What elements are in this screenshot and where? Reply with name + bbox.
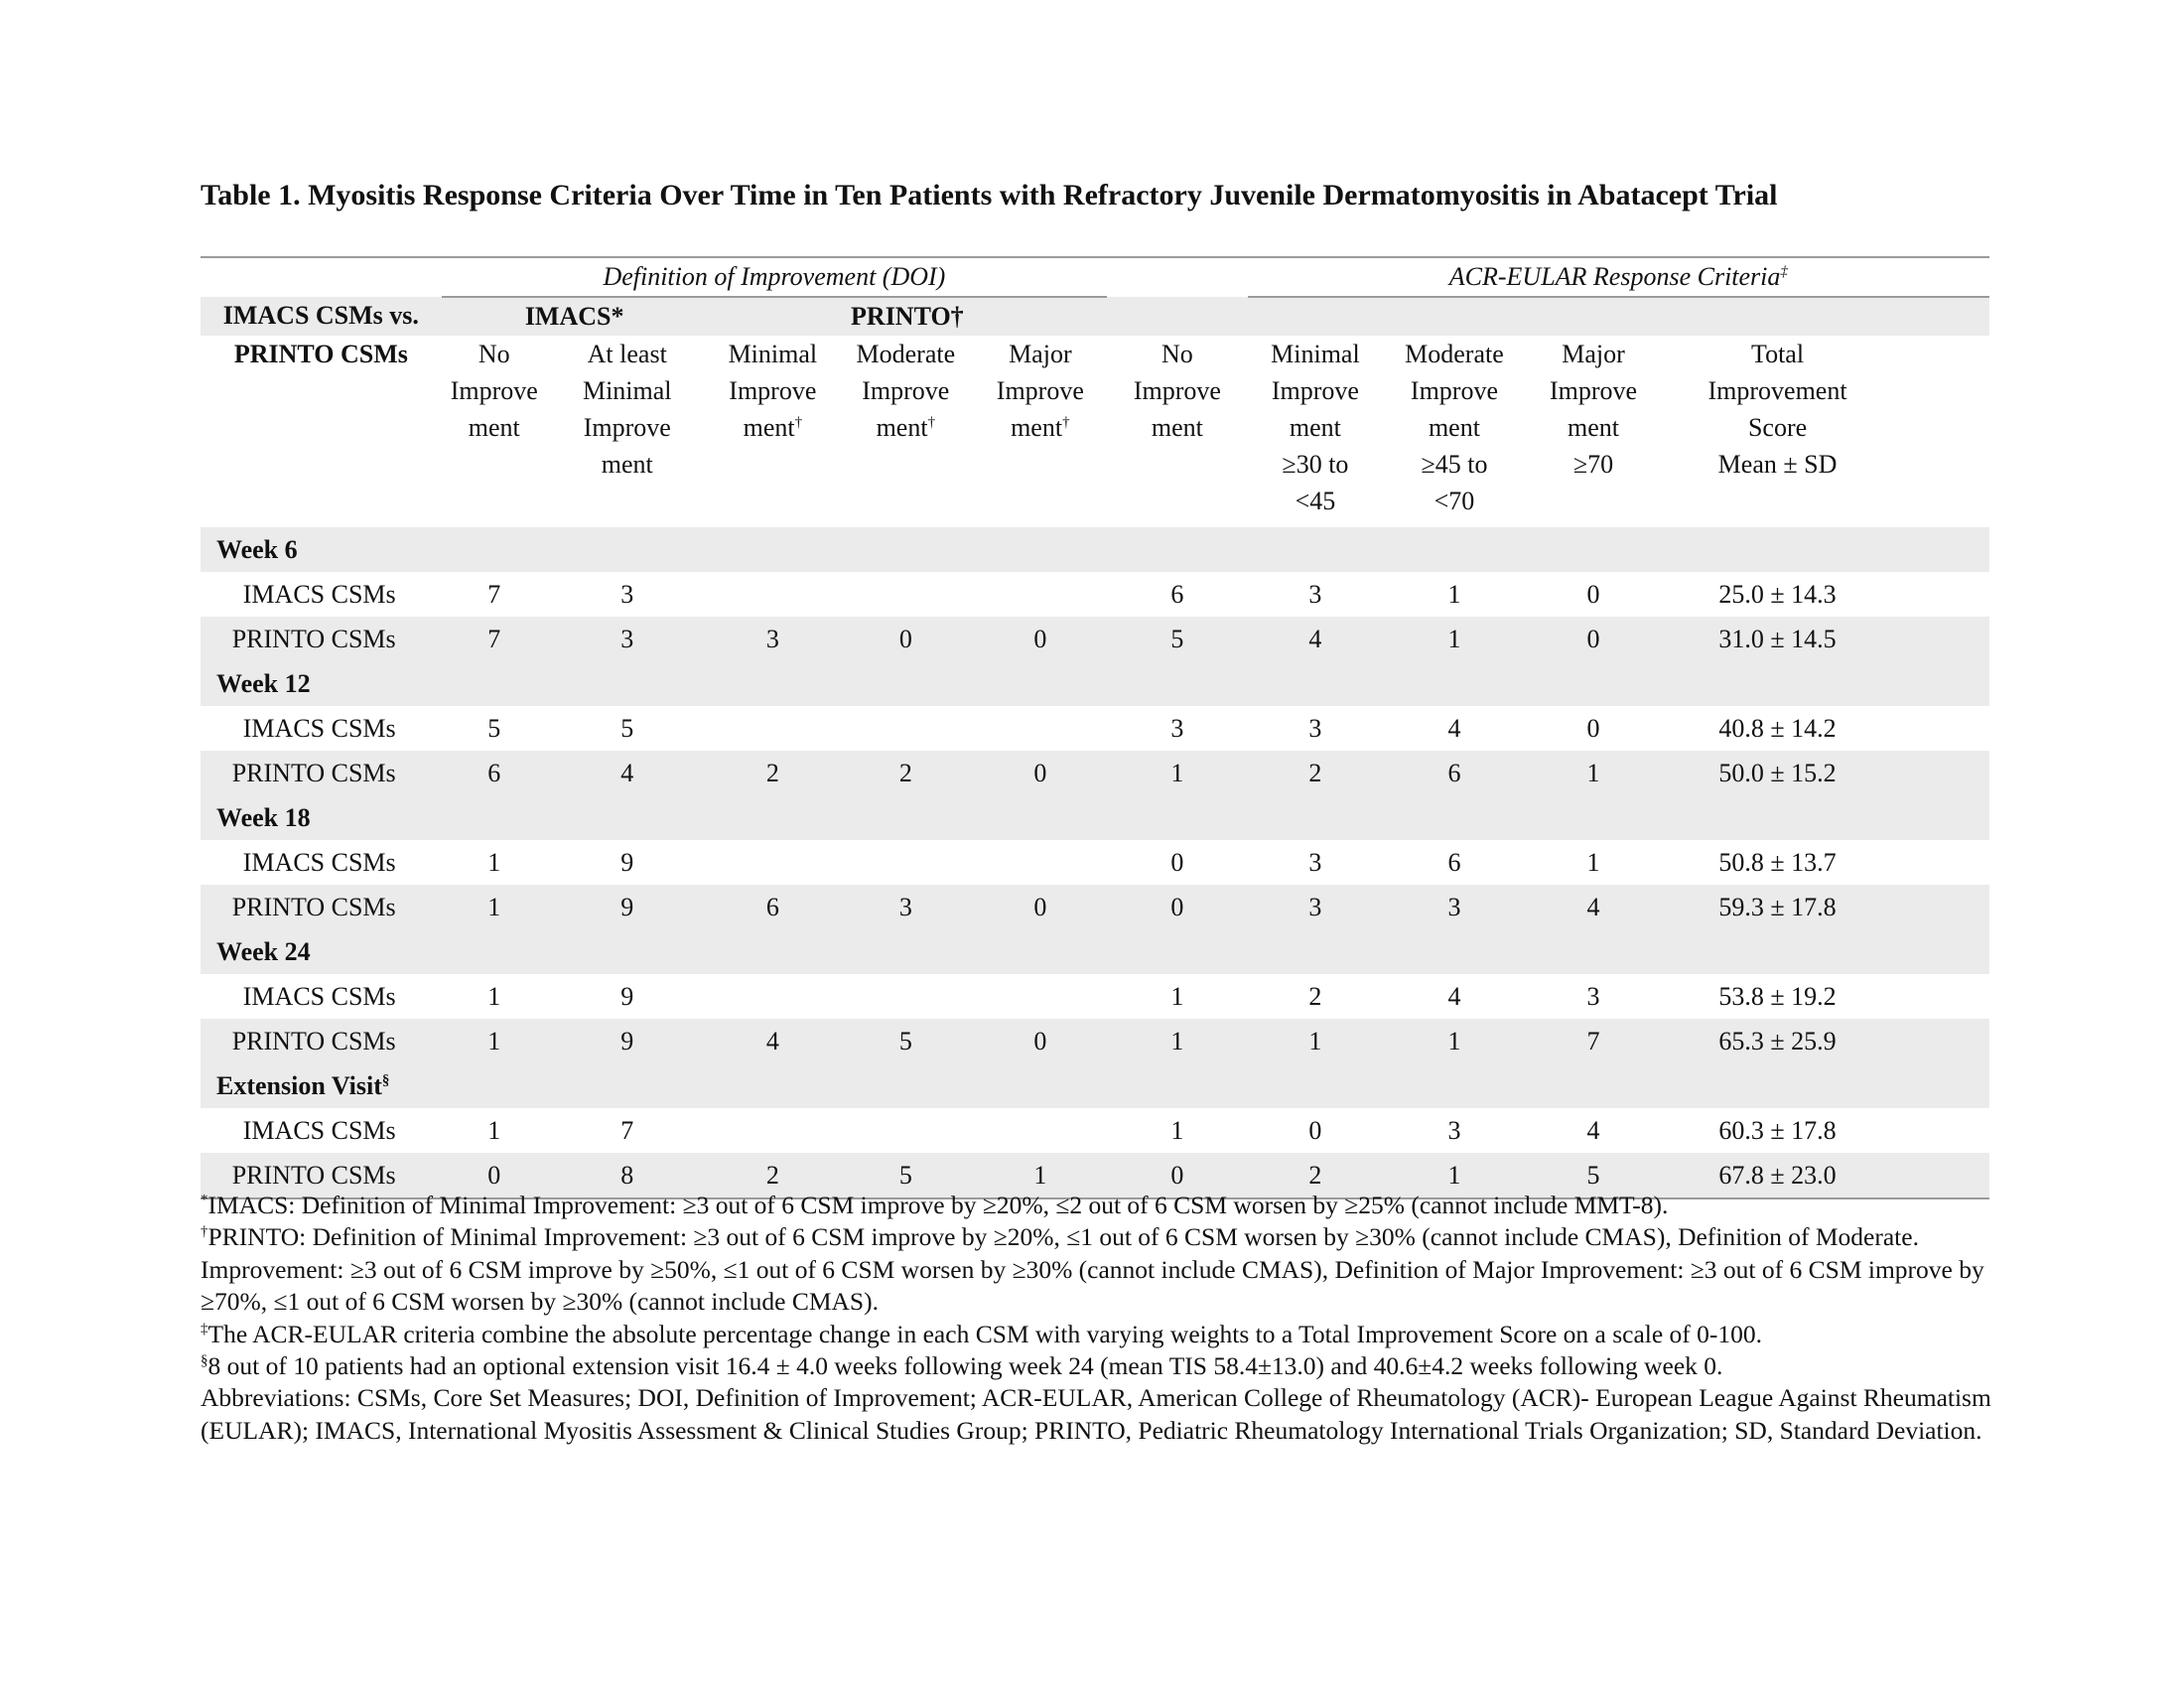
column-header-4 — [838, 336, 974, 527]
table-body — [201, 257, 1989, 1198]
column-header-line: Moderate — [856, 340, 956, 368]
table-cell: 4 — [1248, 617, 1384, 661]
column-header-line: Improvement — [1707, 376, 1847, 405]
table-cell: 50.8 ± 13.7 — [1718, 848, 1837, 877]
imacs-subheader: IMACS* — [442, 297, 708, 336]
table-cell: 7 — [620, 1116, 634, 1145]
table-row — [201, 974, 1989, 1019]
table-cell: 5 — [838, 1019, 974, 1063]
table-cell — [838, 1108, 974, 1153]
column-header-6 — [1107, 336, 1248, 527]
table-cell — [708, 974, 838, 1019]
column-header-line: Improve — [1133, 376, 1221, 405]
row-label: PRINTO CSMs — [201, 885, 442, 929]
section-row — [201, 795, 1989, 840]
table-cell: 1 — [1383, 617, 1526, 661]
column-header-line: Major — [1562, 340, 1625, 368]
footnote-mark: † — [201, 1223, 208, 1240]
table-cell — [974, 974, 1108, 1019]
table-row — [201, 840, 1989, 885]
section-label: Week 6 — [201, 527, 1989, 572]
column-header-5 — [974, 336, 1108, 527]
table-cell: 1 — [974, 1153, 1108, 1198]
table-cell: 2 — [1248, 1153, 1384, 1198]
column-header-1 — [442, 336, 547, 527]
table-row — [201, 1019, 1989, 1063]
column-header-line: ment — [1568, 413, 1619, 442]
table-cell: 0 — [974, 751, 1108, 795]
column-header-8 — [1383, 336, 1526, 527]
table-cell: 1 — [1383, 1153, 1526, 1198]
table-cell: 3 — [1586, 982, 1600, 1011]
row-label: PRINTO CSMs — [201, 617, 442, 661]
column-header-3 — [708, 336, 838, 527]
column-header-line: Mean ± SD — [1717, 450, 1838, 479]
row-label: PRINTO CSMs — [201, 1153, 442, 1198]
table-cell: 1 — [1170, 982, 1184, 1011]
table-cell: 25.0 ± 14.3 — [1718, 580, 1837, 609]
table-cell: 1 — [1170, 1116, 1184, 1145]
table-cell: 2 — [708, 751, 838, 795]
footnote-text: IMACS: Definition of Minimal Improvement: ≥3 out of 6 CSM improve by ≥20%, ≤2 out of 6 CSM worsen by ≥25% (cannot include MMT-8). — [207, 1191, 1669, 1219]
table-cell: 3 — [1170, 714, 1184, 743]
column-header-line: Improve — [450, 376, 538, 405]
section-row — [201, 929, 1989, 974]
table-cell: 60.3 ± 17.8 — [1718, 1116, 1837, 1145]
column-header-line: Improve — [583, 413, 671, 442]
acr-eular-group-header — [1248, 257, 1989, 297]
table-row — [201, 885, 1989, 929]
footnote-mark: § — [201, 1352, 208, 1369]
table-row — [201, 617, 1989, 661]
table-cell: 0 — [974, 1019, 1108, 1063]
table-cell: 6 — [442, 751, 547, 795]
column-header-row — [201, 336, 1989, 527]
footnote — [201, 1221, 2007, 1318]
table-cell: 1 — [487, 982, 501, 1011]
row-header-line2: PRINTO CSMs — [233, 340, 408, 368]
table-cell: 4 — [1447, 714, 1461, 743]
table-cell: 3 — [708, 617, 838, 661]
row-label: IMACS CSMs — [242, 1116, 396, 1145]
table-cell: 8 — [547, 1153, 708, 1198]
table-cell — [974, 840, 1108, 885]
column-header-2 — [547, 336, 708, 527]
table-row — [201, 572, 1989, 617]
column-header-line: <70 — [1433, 487, 1475, 515]
table-cell: 4 — [1586, 1116, 1600, 1145]
table-cell: 4 — [708, 1019, 838, 1063]
table-cell: 3 — [1308, 714, 1322, 743]
footnote — [201, 1190, 2007, 1221]
table-cell: 5 — [487, 714, 501, 743]
doi-group-header: Definition of Improvement (DOI) — [442, 257, 1107, 297]
column-header-line: ment† — [743, 413, 803, 442]
table-cell: 4 — [1447, 982, 1461, 1011]
column-header-line: ment — [468, 413, 520, 442]
table-cell: 1 — [1447, 580, 1461, 609]
table-cell: 6 — [708, 885, 838, 929]
table-cell: 6 — [1447, 848, 1461, 877]
footnote — [201, 1319, 2007, 1350]
footnotes — [201, 1190, 2007, 1447]
printo-subheader: PRINTO† — [708, 297, 1107, 336]
table-cell: 0 — [1170, 848, 1184, 877]
table-cell: 7 — [1526, 1019, 1662, 1063]
column-header-line: Score — [1747, 413, 1808, 442]
table-cell: 3 — [1447, 1116, 1461, 1145]
footnote-text: 8 out of 10 patients had an optional extension visit 16.4 ± 4.0 weeks following week 24 (mean TIS 58.4±13.0) and 40.6±4.2 weeks following week 0. — [207, 1351, 1723, 1381]
table-cell: 1 — [442, 885, 547, 929]
table-cell: 3 — [1308, 848, 1322, 877]
table-cell: 3 — [547, 617, 708, 661]
column-header-line: ment — [1289, 413, 1341, 442]
table-cell: 0 — [1308, 1116, 1322, 1145]
acr-eular-group-label: ACR-EULAR Response Criteria — [1448, 262, 1781, 291]
table-cell: 31.0 ± 14.5 — [1661, 617, 1894, 661]
table-cell — [838, 840, 974, 885]
table-title: Table 1. Myositis Response Criteria Over Time in Ten Patients with Refractory Juvenile Dermatomyositis in Abatacept Trial — [201, 179, 1778, 211]
footnote-text: PRINTO: Definition of Minimal Improvement: ≥3 out of 6 CSM improve by ≥20%, ≤1 out of 6 CSM worsen by ≥30% (cannot include CMAS), Definition of Moderate. Improvement: ≥3 out of 6 CSM improve by ≥50%, ≤1 out of 6 CSM worsen by ≥30% (cannot include CMAS), Definition of Major Improvement: ≥3 out of 6 CSM improve by ≥70%, ≤1 out of 6 CSM worsen by ≥30% (cannot include CMAS). — [201, 1222, 1984, 1317]
row-label: IMACS CSMs — [242, 714, 396, 743]
table-cell: 53.8 ± 19.2 — [1718, 982, 1837, 1011]
table-cell: 9 — [547, 1019, 708, 1063]
table-cell — [974, 572, 1108, 617]
row-label: IMACS CSMs — [242, 982, 396, 1011]
table-row — [201, 706, 1989, 751]
column-header-line: Improve — [996, 376, 1084, 405]
table-cell: 1 — [1526, 751, 1662, 795]
table-cell: 3 — [1308, 580, 1322, 609]
section-label: Extension Visit§ — [201, 1063, 1989, 1108]
table-cell: 65.3 ± 25.9 — [1661, 1019, 1894, 1063]
column-header-line: <45 — [1295, 487, 1336, 515]
table-cell: 0 — [442, 1153, 547, 1198]
table-cell: 1 — [1586, 848, 1600, 877]
table-cell: 9 — [547, 885, 708, 929]
table-cell: 3 — [620, 580, 634, 609]
table-cell: 2 — [1248, 751, 1384, 795]
row-label: PRINTO CSMs — [201, 1019, 442, 1063]
table-cell: 5 — [620, 714, 634, 743]
table-cell: 5 — [838, 1153, 974, 1198]
column-header-7 — [1248, 336, 1384, 527]
table-cell: 7 — [442, 617, 547, 661]
table-cell: 5 — [1107, 617, 1248, 661]
column-header-line: Minimal — [582, 376, 672, 405]
section-label: Week 24 — [201, 929, 1989, 974]
footnote-mark: * — [201, 1192, 208, 1208]
table-cell: 0 — [1586, 580, 1600, 609]
table-cell — [708, 706, 838, 751]
section-label: Week 18 — [201, 795, 1989, 840]
column-header-line: At least — [587, 340, 667, 368]
table-cell: 59.3 ± 17.8 — [1661, 885, 1894, 929]
column-header-line: No — [478, 340, 510, 368]
column-header-line: Moderate — [1405, 340, 1504, 368]
section-row — [201, 527, 1989, 572]
table-cell: 67.8 ± 23.0 — [1661, 1153, 1894, 1198]
response-criteria-table — [201, 256, 1989, 1199]
table-cell: 1 — [487, 848, 501, 877]
section-row — [201, 1063, 1989, 1108]
table-cell — [974, 1108, 1108, 1153]
column-header-9 — [1526, 336, 1662, 527]
table-cell: 9 — [620, 848, 634, 877]
table-cell: 4 — [547, 751, 708, 795]
table-cell: 1 — [1107, 1019, 1248, 1063]
column-header-line: ment — [1428, 413, 1480, 442]
table-cell: 5 — [1526, 1153, 1662, 1198]
column-header-line: ment† — [1011, 413, 1070, 442]
column-header-line: Minimal — [728, 340, 818, 368]
table-cell: 3 — [838, 885, 974, 929]
table-cell: 0 — [1586, 714, 1600, 743]
footnote-mark: ‡ — [201, 1321, 208, 1337]
table-cell: 2 — [838, 751, 974, 795]
table-cell: 40.8 ± 14.2 — [1718, 714, 1837, 743]
table-cell: 3 — [1248, 885, 1384, 929]
table-cell: 1 — [487, 1116, 501, 1145]
table-cell: 2 — [708, 1153, 838, 1198]
column-header-line: ≥45 to — [1421, 450, 1488, 479]
row-label: PRINTO CSMs — [201, 751, 442, 795]
table-cell: 6 — [1383, 751, 1526, 795]
column-header-line: Improve — [1410, 376, 1498, 405]
table-cell: 1 — [1383, 1019, 1526, 1063]
footnote-text: Abbreviations: CSMs, Core Set Measures; DOI, Definition of Improvement; ACR-EULAR, American College of Rheumatology (ACR)- European League Against Rheumatism (EULAR); IMACS, International Myositis Assessment & Clinical Studies Group; PRINTO, Pediatric Rheumatology International Trials Organization; SD, Standard Deviation. — [201, 1383, 1991, 1445]
column-header-line: Improve — [729, 376, 817, 405]
table-cell: 9 — [620, 982, 634, 1011]
column-header-line: Total — [1751, 340, 1805, 368]
column-header-line: ≥70 — [1572, 450, 1614, 479]
column-header-10 — [1661, 336, 1894, 527]
table-cell: 3 — [1383, 885, 1526, 929]
footnote — [201, 1350, 2007, 1382]
row-header-line1: IMACS CSMs vs. — [201, 297, 442, 336]
table-cell: 0 — [1107, 1153, 1248, 1198]
table-cell: 0 — [974, 617, 1108, 661]
table-row — [201, 751, 1989, 795]
footnote-text: The ACR-EULAR criteria combine the absolute percentage change in each CSM with varying weights to a Total Improvement Score on a scale of 0-100. — [207, 1319, 1763, 1348]
row-label: IMACS CSMs — [242, 580, 396, 609]
table-cell — [974, 706, 1108, 751]
section-row — [201, 661, 1989, 706]
column-header-line: Improve — [1271, 376, 1359, 405]
table-cell: 1 — [1107, 751, 1248, 795]
footnote — [201, 1382, 2007, 1447]
table-cell: 2 — [1308, 982, 1322, 1011]
table-cell: 0 — [1526, 617, 1662, 661]
column-header-line: ment — [1151, 413, 1203, 442]
table-cell — [708, 572, 838, 617]
table-cell — [708, 840, 838, 885]
column-header-line: Improve — [1549, 376, 1638, 405]
table-cell: 1 — [442, 1019, 547, 1063]
table-cell: 1 — [1248, 1019, 1384, 1063]
section-label: Week 12 — [201, 661, 1989, 706]
acr-eular-footnote-mark: ‡ — [1780, 263, 1788, 280]
row-label: IMACS CSMs — [242, 848, 396, 877]
column-header-line: ment† — [876, 413, 936, 442]
table-cell — [838, 974, 974, 1019]
table-cell: 50.0 ± 15.2 — [1661, 751, 1894, 795]
table-cell — [708, 1108, 838, 1153]
table-cell — [838, 706, 974, 751]
column-header-line: ≥30 to — [1282, 450, 1349, 479]
table-cell: 0 — [1107, 885, 1248, 929]
column-header-line: Minimal — [1271, 340, 1360, 368]
table-cell: 0 — [838, 617, 974, 661]
column-header-line: Improve — [862, 376, 950, 405]
column-header-line: ment — [601, 450, 653, 479]
table-cell — [838, 572, 974, 617]
table-cell: 6 — [1170, 580, 1184, 609]
table-cell: 0 — [974, 885, 1108, 929]
column-header-line: No — [1161, 340, 1193, 368]
column-header-line: Major — [1009, 340, 1072, 368]
table-cell: 7 — [487, 580, 501, 609]
table-row — [201, 1108, 1989, 1153]
table-cell: 4 — [1526, 885, 1662, 929]
